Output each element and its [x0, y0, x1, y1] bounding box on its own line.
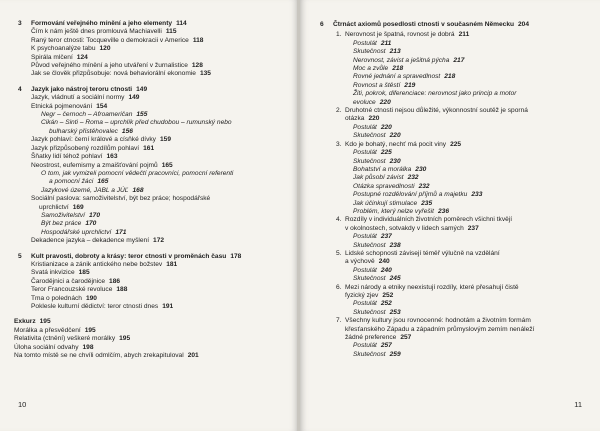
toc-subentry-page: 240 [380, 266, 392, 274]
toc-subentry-text: Rovnost a štěstí [353, 81, 401, 89]
toc-entry-text: K psychoanalýze tabu [31, 45, 96, 53]
toc-entry-page: 170 [85, 220, 97, 228]
toc-entry-text: Svatá inkvizice [31, 269, 75, 277]
axiom-text: Kdo je bohatý, nechť má pocit viny [345, 140, 447, 148]
toc-axiom-heading [336, 107, 590, 124]
toc-entry-page: 188 [116, 286, 128, 294]
toc-entry-text: Úloha sociální odvahy [14, 343, 79, 351]
toc-subentry-text: Postulát [353, 39, 377, 47]
toc-entry-text: O tom, jak vymizeli pomocní vědečtí pracovníci, pomocní referenti [41, 169, 234, 177]
toc-subentry-page: 232 [407, 174, 419, 182]
axiom-page: 211 [458, 31, 470, 39]
toc-subentry-page: 245 [389, 275, 401, 283]
axiom-text: Všechny kultury jsou rovnocenné: hodnotám a životním formám [345, 317, 531, 325]
toc-subentry-page: 236 [437, 207, 449, 215]
toc-axiom-heading [336, 216, 590, 233]
toc-entry-page: 161 [143, 144, 155, 152]
toc-subentry-text: Otázka spravedlnosti [353, 182, 415, 190]
axiom-text: Nerovnost je špatná, rovnost je dobrá [345, 31, 455, 39]
toc-subentry [345, 57, 590, 65]
toc-subentry [345, 200, 590, 208]
axiom-number: 4. [336, 216, 342, 224]
toc-entry [31, 261, 280, 269]
toc-entry-text: Jazyk přizpůsobený rozdílům pohlaví [31, 144, 140, 152]
toc-subentry-page: 225 [380, 149, 392, 157]
toc-entry [31, 212, 280, 220]
toc-subentry-page: 230 [389, 157, 401, 165]
axiom-text: Mezi národy a etniky neexistují rozdíly, které přesahují čistě [345, 283, 519, 291]
toc-entry-page: 198 [82, 343, 94, 351]
toc-entry-text: Původ veřejného mínění a jeho utváření v žurnalistice [31, 62, 188, 70]
toc-axiom [333, 107, 590, 141]
toc-entry-page: 135 [199, 70, 211, 78]
toc-subentry [345, 82, 590, 90]
toc-entry [31, 229, 280, 237]
toc-subentry-page: 217 [453, 56, 465, 64]
toc-entry-text: Čarodějnici a čarodějnice [31, 277, 106, 285]
toc-subentry [345, 132, 590, 140]
toc-entry [31, 111, 280, 119]
right-page [300, 0, 600, 431]
toc-subentry-text: Žiti, pokrok, diferenciace: nerovnost jako princip a motor [353, 90, 517, 98]
toc-entry-text-continued: uprchlictví [39, 203, 69, 211]
toc-subentry-page: 253 [389, 308, 401, 316]
toc-entry-page: 156 [121, 127, 133, 135]
toc-entry-page: 168 [132, 186, 144, 194]
toc-chapter-heading [320, 21, 590, 29]
chapter-number: 4 [18, 85, 22, 93]
toc-entry-page: 171 [115, 228, 127, 236]
toc-subentry [345, 275, 590, 283]
toc-entry-page: 128 [191, 62, 203, 70]
toc-entry-page: 201 [187, 352, 199, 360]
toc-entry [31, 286, 280, 294]
toc-entry-text-continued: bulharský přistěhovalec [49, 127, 118, 135]
toc-subentry-text: Postupné rozdělování příjmů a majetku [353, 191, 468, 199]
axiom-text-continued: křesťanského Západu a západním průmyslovým zemím nenáleží [345, 325, 535, 333]
toc-section [14, 318, 280, 360]
chapter-page: 178 [230, 252, 242, 260]
toc-subentry-text-continued: evoluce [353, 98, 376, 106]
axiom-text: Druhotné ctnosti nejsou důležité, výkonnostní soutěž je sporná [345, 107, 528, 115]
toc-entry [14, 335, 280, 343]
toc-subentry [345, 242, 590, 250]
toc-subentry-page: 232 [418, 182, 430, 190]
toc-section [14, 253, 280, 312]
toc-axiom-heading [336, 249, 590, 267]
toc-subentry-text: Postulát [353, 149, 377, 157]
toc-entry-page: 115 [165, 28, 177, 36]
toc-entry [31, 37, 280, 45]
toc-subentry [345, 124, 590, 132]
toc-subentry-text: Skutečnost [353, 241, 386, 249]
toc-entry [31, 187, 280, 195]
toc-entry [14, 327, 280, 335]
toc-subentry-text: Jak působí závist [353, 174, 404, 182]
toc-entry-text: Jazyk, vládnutí a sociální normy [31, 94, 125, 102]
axiom-text-continued: a výchově [345, 258, 375, 266]
toc-entry [31, 136, 280, 144]
toc-subentry [345, 174, 590, 182]
toc-subentry-page: 257 [380, 342, 392, 350]
axiom-text: Rozdíly v individuálních životních poměrech všichni tkvějí [345, 216, 513, 224]
toc-entry [31, 145, 280, 153]
toc-subentry-page: 220 [379, 98, 391, 106]
toc-axiom-heading [336, 283, 590, 301]
toc-entry-page: 181 [166, 260, 178, 268]
toc-subentry-text: Postulát [353, 233, 377, 241]
toc-section [14, 20, 280, 79]
toc-entry [31, 303, 280, 311]
toc-subentry-text: Skutečnost [353, 350, 386, 358]
toc-subentry-text: Problém, který nelze vyřešit [353, 207, 434, 215]
toc-subentry-page: 220 [380, 123, 392, 131]
toc-entry-text: Samoživitelství [41, 211, 85, 219]
toc-entry-text: Kristianizace a zánik antického nebe božstev [31, 260, 163, 268]
toc-entry-page: 170 [88, 211, 100, 219]
toc-subentry-text: Skutečnost [353, 48, 386, 56]
toc-subentry [345, 233, 590, 241]
toc-subentry-page: 237 [380, 233, 392, 241]
toc-subentry [345, 351, 590, 359]
toc-section [14, 86, 280, 246]
toc-entry [31, 220, 280, 228]
toc-subentry-text: Jak účinkují stimulace [353, 199, 418, 207]
chapter-page: 204 [518, 21, 530, 28]
toc-entry [31, 195, 280, 212]
toc-entry-page: 163 [106, 153, 118, 161]
toc-subentry-text: Postulát [353, 342, 377, 350]
toc-entry [31, 237, 280, 245]
axiom-text: Lidské schopnosti závisejí téměř výlučně na vzdělání [345, 249, 500, 257]
toc-subentry-text: Bohatství a morálka [353, 165, 412, 173]
toc-entry [31, 295, 280, 303]
toc-axiom [333, 250, 590, 284]
axiom-number: 6. [336, 283, 342, 291]
toc-entry-text: Jak se člověk přizpůsobuje: nová behaviorální ekonomie [31, 70, 196, 78]
toc-subentry-page: 252 [380, 300, 392, 308]
toc-entry-text: Na tomto místě se ne chvíli odmlčím, abych zrekapituloval [14, 352, 184, 360]
chapter-number: 6 [320, 21, 324, 28]
toc-subentry [345, 65, 590, 73]
toc-axiom [333, 141, 590, 217]
toc-axiom [333, 284, 590, 318]
toc-chapter-heading [18, 252, 280, 261]
toc-chapter-heading [14, 318, 280, 326]
axiom-page: 225 [450, 140, 462, 148]
toc-entry-page: 195 [119, 335, 131, 343]
toc-subentry [345, 149, 590, 157]
axiom-text-continued: v okolnostech, sotvakdy v lidech samých [345, 224, 464, 232]
toc-entry [31, 119, 280, 136]
chapter-title: Čtrnáct axiomů posedlosti ctnosti v současném Německu [333, 21, 515, 28]
toc-axiom [333, 31, 590, 107]
toc-entry-text: Morálka a přesvědčení [14, 326, 81, 334]
toc-entry-page: 195 [84, 326, 96, 334]
toc-subentry [345, 208, 590, 216]
axiom-text-continued: otázka [345, 115, 365, 123]
toc-subentry-page: 220 [389, 132, 401, 140]
axiom-number: 2. [336, 107, 342, 115]
toc-subentry-page: 235 [421, 199, 433, 207]
toc-subentry-page: 238 [389, 241, 401, 249]
toc-subentry [345, 267, 590, 275]
chapter-title: Exkurz [14, 318, 36, 326]
toc-axiom [333, 216, 590, 250]
toc-entry-text: Poklesle kulturní dědictví: teror ctnosti dnes [31, 303, 159, 310]
axiom-page: 237 [467, 224, 479, 232]
toc-subentry-page: 259 [389, 350, 401, 358]
chapter-page: 149 [136, 85, 148, 93]
toc-axiom-heading [336, 317, 590, 342]
toc-entry [14, 344, 280, 352]
toc-entry-page: 149 [128, 94, 140, 102]
toc-subentry-page: 218 [444, 73, 456, 81]
toc-subentry [345, 342, 590, 350]
toc-entry-page: 185 [78, 269, 90, 277]
left-page [0, 0, 298, 431]
toc-subentry-text: Skutečnost [353, 275, 386, 283]
toc-entry-text: Spirála mlčení [31, 53, 73, 61]
toc-entry [31, 162, 280, 170]
chapter-title: Kult pravosti, dobroty a krásy: teror ctnosti v proměnách času [31, 252, 227, 260]
toc-entry-page: 190 [85, 294, 97, 302]
toc-entry-text: Cikán – Sinti – Roma – uprchlík před chudobou – rumunský nebo [41, 119, 232, 127]
toc-entry-text: Raný teror ctnosti: Tocqueville o demokracii v Americe [31, 36, 189, 44]
toc-entry-page: 191 [162, 303, 174, 310]
axiom-number: 7. [336, 317, 342, 325]
toc-subentry-page: 218 [392, 65, 404, 73]
toc-subentry [345, 90, 590, 107]
toc-subentry [345, 158, 590, 166]
toc-entry [31, 153, 280, 161]
chapter-number: 3 [18, 20, 22, 27]
toc-entry [31, 170, 280, 187]
chapter-title: Jazyk jako nástroj teroru ctnosti [31, 85, 133, 93]
toc-entry-text: Šňatky lidí téhož pohlaví [31, 153, 103, 161]
toc-entry-text: Sociální paslova: samoživitelství, být bez práce; hospodářské [31, 195, 211, 203]
toc-entry-text: Hospodářské uprchlictví [41, 228, 112, 236]
toc-entry [14, 352, 280, 360]
toc-entry-page: 186 [109, 277, 121, 285]
toc-entry [31, 103, 280, 111]
toc-entry-text-continued: a pomocní žáci [49, 178, 94, 186]
toc-entry-text: Dekadence jazyka – dekadence myšlení [31, 237, 150, 245]
toc-entry-text: Etnická pojmenování [31, 102, 93, 110]
axiom-page: 257 [400, 334, 412, 342]
chapter-page: 114 [176, 20, 187, 27]
chapter-page: 195 [39, 318, 51, 326]
toc-subentry-text: Postulát [353, 300, 377, 308]
toc-subentry [345, 191, 590, 199]
toc-entry [31, 278, 280, 286]
toc-entry [31, 70, 280, 78]
toc-entry [31, 54, 280, 62]
toc-entry-text: Tma o polednách [31, 294, 82, 302]
toc-subentry [345, 48, 590, 56]
toc-subentry [345, 300, 590, 308]
toc-subentry-text: Skutečnost [353, 132, 386, 140]
toc-entry-text: Neostrost, eufemismy a zmaišťování pojmů [31, 161, 158, 169]
toc-entry-page: 124 [76, 53, 88, 61]
toc-entry-page: 155 [136, 111, 148, 119]
toc-subentry-page: 213 [389, 48, 401, 56]
page-number-right: 11 [574, 400, 582, 409]
toc-subentry-text: Skutečnost [353, 308, 386, 316]
toc-entry-page: 159 [159, 136, 171, 144]
toc-entry [31, 28, 280, 36]
chapter-title: Formování veřejného mínění a jeho elementy [31, 20, 173, 27]
axiom-number: 3. [336, 140, 342, 148]
toc-entry-text: Čím k nám ještě dnes promlouvá Machiavelli [31, 28, 162, 36]
axiom-page: 240 [378, 258, 390, 266]
toc-entry-text: Relativita (ctnění) veškeré morálky [14, 335, 116, 343]
toc-entry-text: Teror Francouzské revoluce [31, 286, 113, 294]
toc-entry-text: Jazyk pohlaví: černí králové a císňké dívky [31, 136, 156, 144]
toc-subentry-page: 219 [404, 81, 416, 89]
toc-section [316, 21, 590, 359]
toc-entry [31, 94, 280, 102]
toc-entry-page: 165 [161, 161, 173, 169]
axiom-page: 220 [368, 115, 380, 123]
toc-subentry-page: 211 [380, 39, 392, 47]
toc-subentry [345, 183, 590, 191]
toc-entry-page: 120 [99, 45, 111, 53]
axiom-number: 5. [336, 249, 342, 257]
chapter-number: 5 [18, 252, 22, 260]
toc-entry-page: 172 [153, 237, 165, 245]
axiom-text-continued: fyzický zjev [345, 292, 379, 299]
toc-subentry-page: 233 [471, 191, 483, 199]
toc-entry-page: 118 [192, 36, 204, 44]
toc-entry-text: Být bez práce [41, 220, 82, 228]
toc-entry-page: 165 [97, 178, 109, 186]
toc-entry-text: Jazykové územé, JABL a JÚĽ [41, 186, 129, 194]
toc-entry [31, 269, 280, 277]
toc-subentry [345, 309, 590, 317]
toc-subentry [345, 40, 590, 48]
toc-axiom-heading [336, 140, 590, 149]
toc-subentry-text: Nerovnost, závist a ješitná pýcha [353, 56, 450, 64]
page-number-left: 10 [18, 400, 27, 409]
toc-entry-page: 169 [72, 203, 84, 211]
axiom-page: 252 [382, 292, 394, 299]
toc-chapter-heading [18, 85, 280, 94]
toc-subentry-text: Moc a zvůle [353, 65, 389, 73]
toc-subentry-page: 230 [415, 165, 427, 173]
toc-subentry-text: Postulát [353, 266, 377, 274]
toc-entry-page: 154 [96, 102, 108, 110]
axiom-text-continued: žádné preference [345, 334, 397, 342]
toc-entry-text: Negr – černoch – Afroameričan [41, 111, 133, 119]
toc-subentry [345, 73, 590, 81]
toc-entry [31, 45, 280, 53]
toc-subentry-text: Rovné jednání a spravedlnost [353, 73, 441, 81]
axiom-number: 1. [336, 31, 342, 39]
toc-axiom-heading [336, 31, 590, 39]
toc-left [14, 20, 280, 367]
toc-subentry-text: Postulát [353, 123, 377, 131]
toc-right [316, 21, 590, 366]
toc-subentry-text: Skutečnost [353, 157, 386, 165]
toc-axiom [333, 317, 590, 359]
